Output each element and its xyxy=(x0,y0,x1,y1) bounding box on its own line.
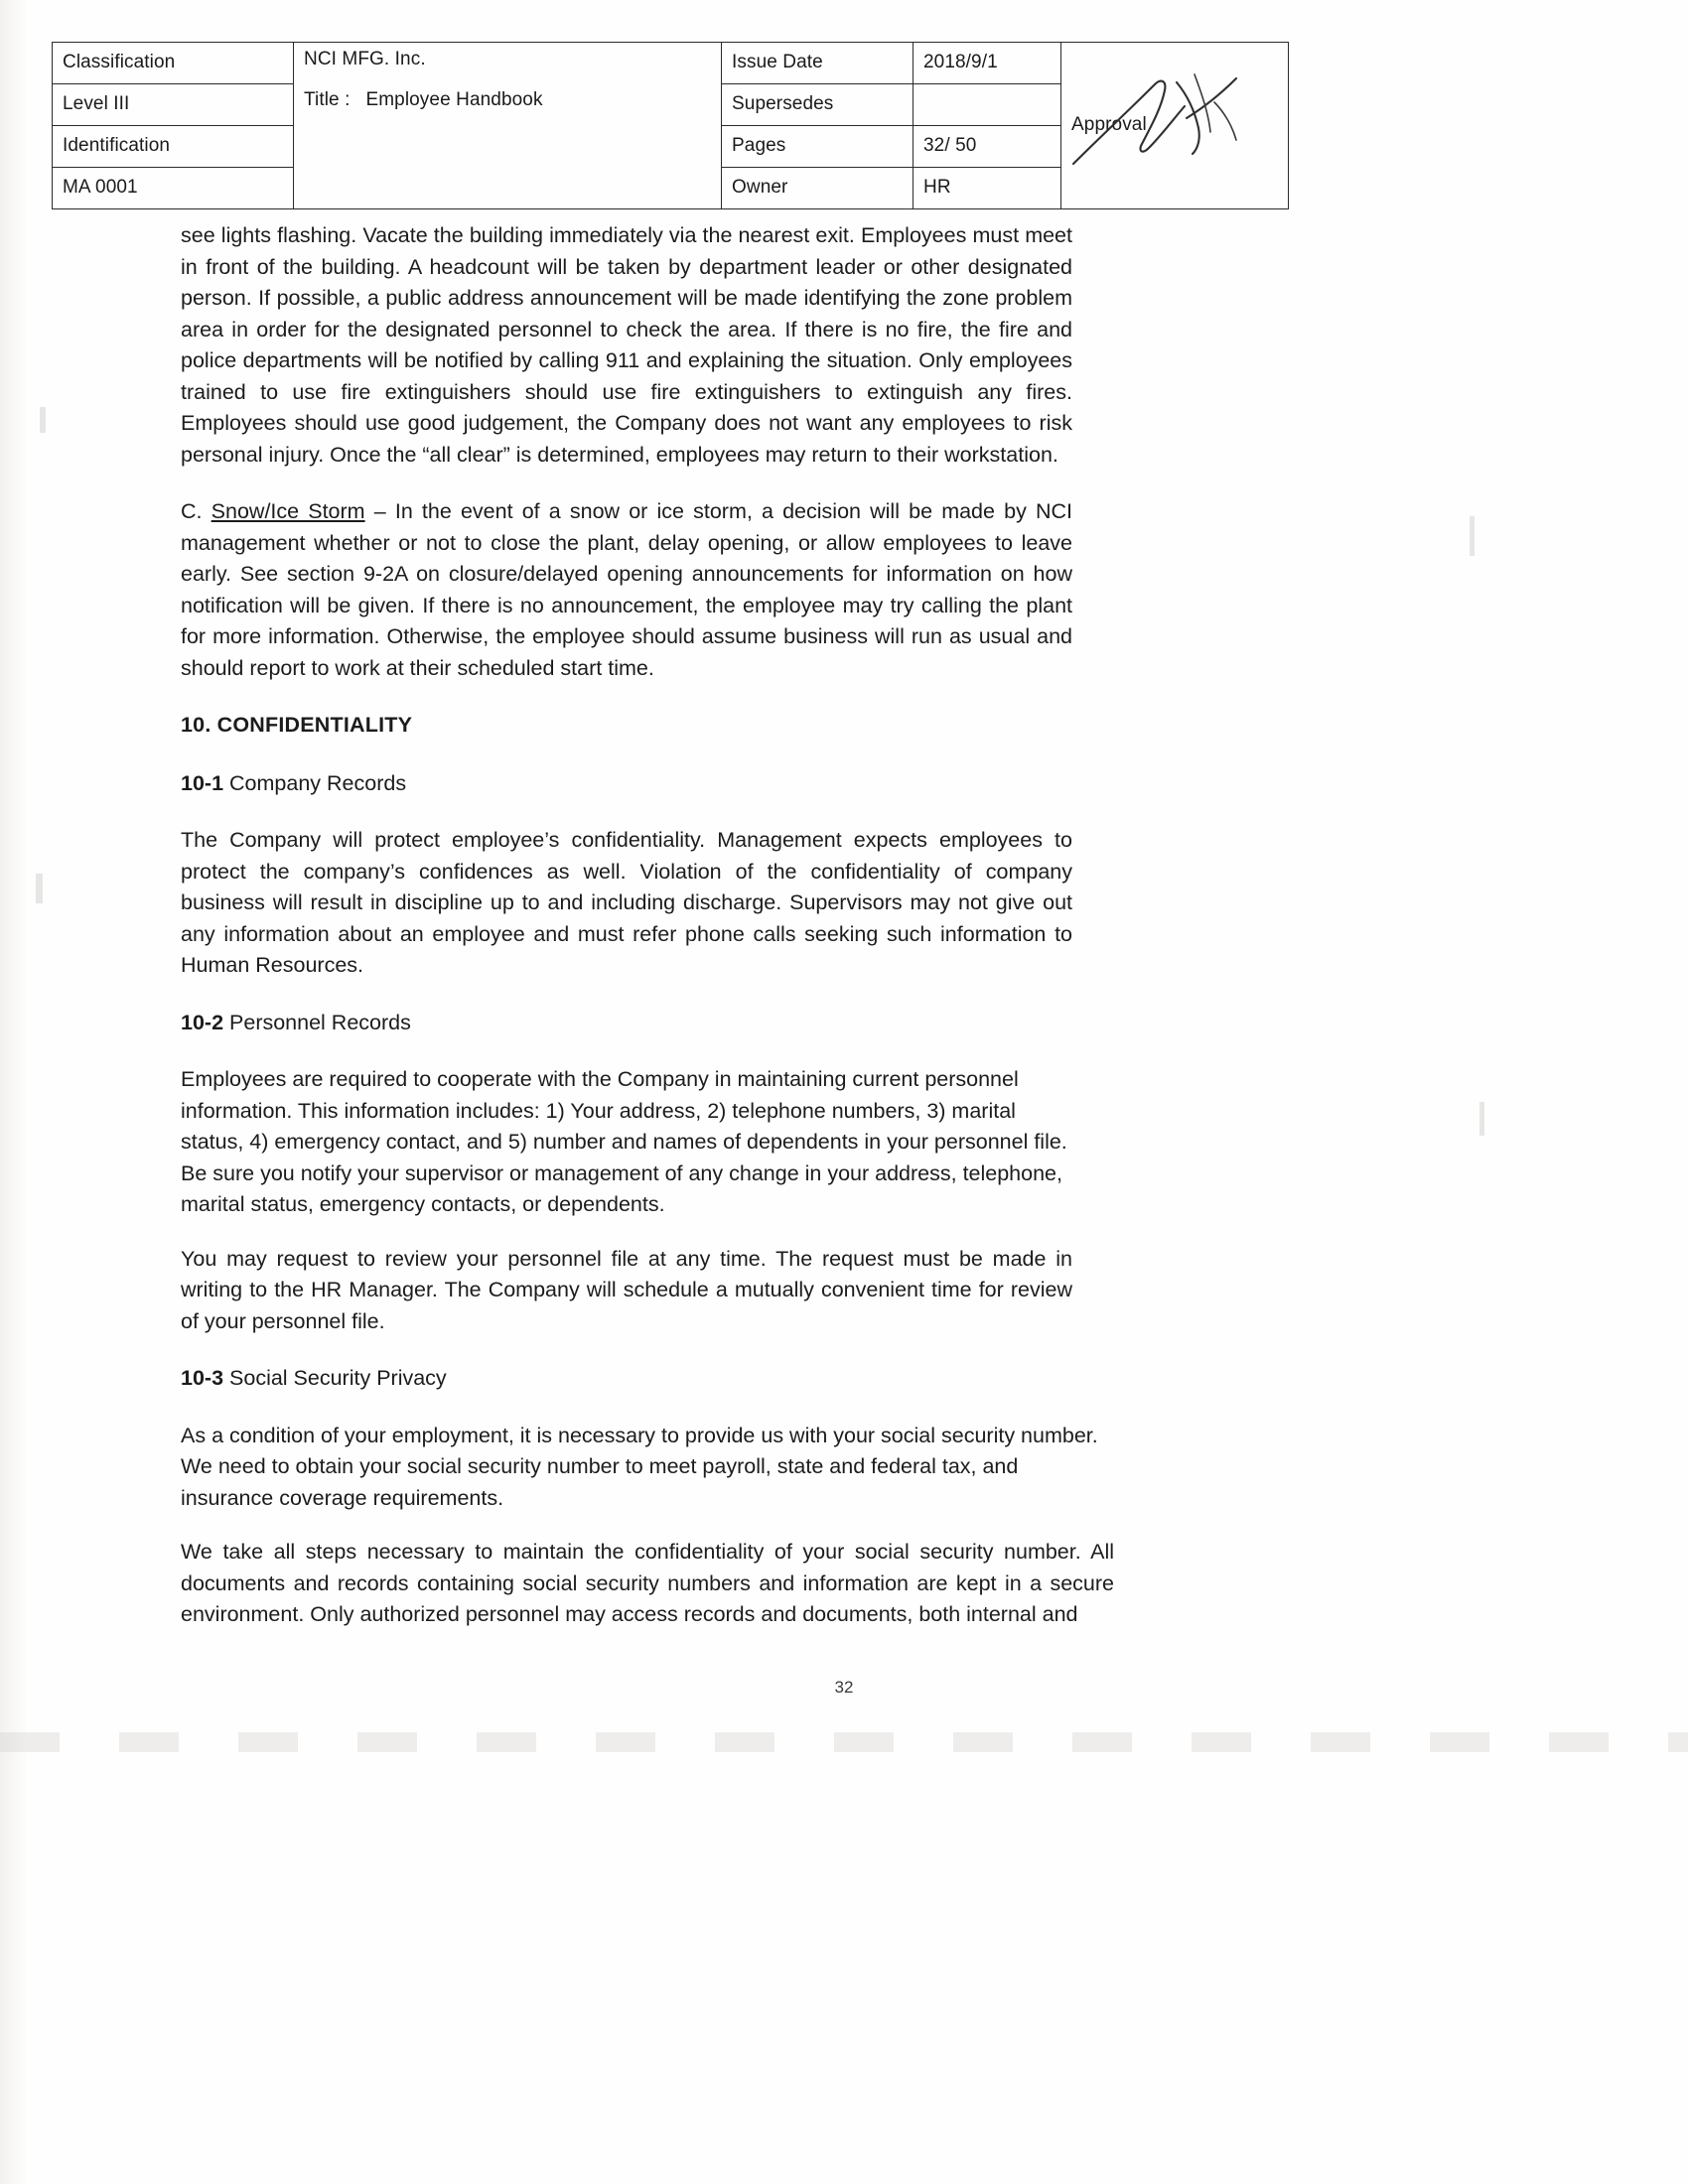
cell-pages-value: 32/ 50 xyxy=(914,126,1061,168)
paragraph-snow-ice-storm xyxy=(181,496,1072,684)
scan-footer-artifact xyxy=(0,1732,1688,1752)
scan-speck xyxy=(36,874,43,903)
document-body xyxy=(181,220,1114,1654)
cell-identification-label: Identification xyxy=(53,126,294,168)
document-title-line xyxy=(304,89,711,111)
cell-owner-label: Owner xyxy=(722,168,914,209)
cell-owner-value: HR xyxy=(914,168,1061,209)
approval-label: Approval xyxy=(1071,114,1147,136)
paragraph-continued-emergency: see lights flashing. Vacate the building immediately via the nearest exit. Employees must meet in front of the building. A headcount will be taken by department leader or other designated person. If possible, a public address announcement will be made identifying the zone problem area in order for the designated personnel to check the area. If there is no fire, the fire and police departments will be notified by calling 911 and explaining the situation. Only employees trained to use fire extinguishers should use fire extinguishers to extinguish any fires. Employees should use good judgement, the Company does not want any employees to risk personal injury. Once the “all clear” is determined, employees may return to their workstation. xyxy=(181,223,1072,467)
paragraph-personnel-records-2: You may request to review your personnel file at any time. The request must be made in writing to the HR Manager. The Company will schedule a mutually convenient time for review of your personnel file. xyxy=(181,1246,1072,1333)
cell-supersedes-label: Supersedes xyxy=(722,84,914,126)
cell-company-and-title xyxy=(294,43,722,209)
snow-ice-storm-title: Snow/Ice Storm xyxy=(211,499,365,523)
subsection-title: Company Records xyxy=(223,770,407,795)
scan-edge-artifact xyxy=(0,0,26,2184)
cell-supersedes-value xyxy=(914,84,1061,126)
scan-speck xyxy=(1470,516,1475,556)
scan-speck xyxy=(40,407,46,433)
paragraph-company-records: The Company will protect employee’s confidentiality. Management expects employees to protect the company’s confidences as well. Violation of the confidentiality of company business will result in discipline up to and including discharge. Supervisors may not give out any information about an employee and must refer phone calls seeking such information to Human Resources. xyxy=(181,828,1072,977)
subsection-number: 10-2 xyxy=(181,1010,224,1034)
company-name: NCI MFG. Inc. xyxy=(304,49,426,69)
paragraph-social-security-1: As a condition of your employment, it is necessary to provide us with your social security number. We need to obtain your social security number to meet payroll, state and federal tax, and insurance coverage requirements. xyxy=(181,1423,1098,1510)
header-row-issue-date xyxy=(53,43,1289,84)
page-number: 32 xyxy=(834,1678,854,1697)
subsection-heading-social-security-privacy xyxy=(181,1363,1072,1395)
cell-identification-value: MA 0001 xyxy=(53,168,294,209)
document-control-header-table xyxy=(52,42,1289,209)
subsection-number: 10-1 xyxy=(181,770,224,795)
cell-pages-label: Pages xyxy=(722,126,914,168)
paragraph-social-security-2: We take all steps necessary to maintain the confidentiality of your social security number. All documents and records containing social security numbers and information are kept in a secure environment. Only authorized personnel may access records and documents, both internal and xyxy=(181,1540,1114,1626)
subsection-number: 10-3 xyxy=(181,1366,224,1390)
subsection-title: Social Security Privacy xyxy=(223,1366,447,1390)
cell-classification-label: Classification xyxy=(53,43,294,84)
snow-ice-storm-text: – In the event of a snow or ice storm, a decision will be made by NCI management whether or not to close the plant, delay opening, or allow employees to leave early. See section 9-2A on closure/delayed opening announcements for information on how notification will be given. If there is no announcement, the employee may try calling the plant for more information. Otherwise, the employee should assume business will run as usual and should report to work at their scheduled start time. xyxy=(181,499,1073,680)
list-marker-c: C. xyxy=(181,499,211,523)
cell-issue-date-label: Issue Date xyxy=(722,43,914,84)
subsection-heading-company-records xyxy=(181,768,1072,800)
cell-issue-date-value: 2018/9/1 xyxy=(914,43,1061,84)
title-value: Employee Handbook xyxy=(365,88,543,110)
subsection-title: Personnel Records xyxy=(223,1010,411,1034)
scan-speck xyxy=(1479,1102,1484,1136)
subsection-heading-personnel-records xyxy=(181,1008,1072,1039)
section-heading-confidentiality: 10. CONFIDENTIALITY xyxy=(181,713,413,737)
paragraph-personnel-records-1: Employees are required to cooperate with the Company in maintaining current personnel information. This information includes: 1) Your address, 2) telephone numbers, 3) marital status, 4) emergency contact, and 5) number and names of dependents in your personnel file. Be sure you notify your supervisor or management of any change in your address, telephone, marital status, emergency contacts, or dependents. xyxy=(181,1067,1067,1216)
cell-level-label: Level III xyxy=(53,84,294,126)
cell-approval xyxy=(1061,43,1289,209)
title-label: Title : xyxy=(304,88,351,110)
